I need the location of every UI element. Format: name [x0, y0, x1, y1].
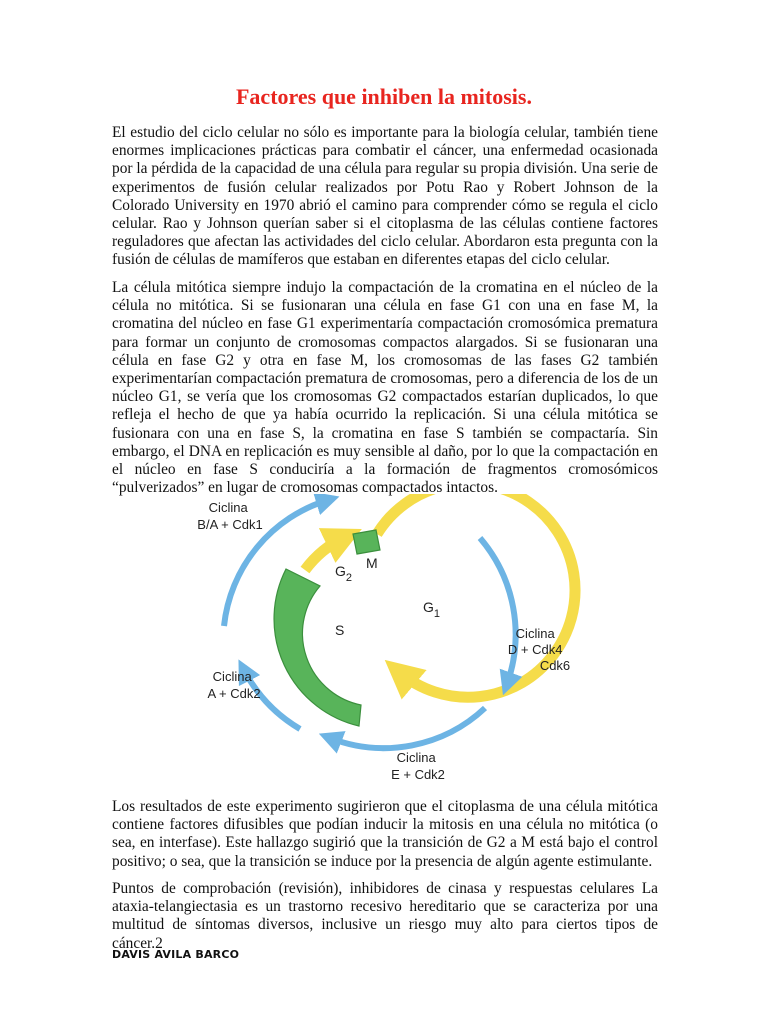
phase-label-s: S [335, 622, 345, 638]
cyclin-ba-label: Ciclina B/A + Cdk1 [197, 500, 263, 532]
paragraph-intro: El estudio del ciclo celular no sólo es importante para la biología celular, también tiene enormes implicaciones prácticas para combatir el cáncer, una enfermedad ocasionada por la pérdida de la capacidad de una célula para regular su propia división. Una serie de experimentos de fusión celular realizados por Potu Rao y Robert Johnson de la Colorado University en 1970 abrió el camino para comprender cómo se regula el ciclo celular. Rao y Johnson querían saber si el citoplasma de las células contiene factores reguladores que afectan las actividades del ciclo celular. Abordaron esta pregunta con la fusión de células de mamíferos que estaban en diferentes etapas del ciclo celular. [112, 124, 658, 269]
cyclin-e-label: Ciclina E + Cdk2 [391, 750, 445, 782]
phase-label-g2: $G_2$ [335, 563, 353, 584]
m-phase-block [353, 530, 380, 554]
arrow-cyclin-d [480, 538, 516, 684]
paragraph-checkpoints: Puntos de comprobación (revisión), inhibidores de cinasa y respuestas celulares La ataxia-telangiectasia es un trastorno recesivo hereditario que se caracteriza por una multitud de síntomas diversos, inclusive un riesgo muy alto para ciertos tipos de cáncer.2 [112, 880, 658, 952]
phase-label-m: M [366, 555, 378, 571]
document-title: Factores que inhiben la mitosis. [235, 84, 532, 109]
footer-author: DAVIS AVILA BARCO [112, 948, 240, 961]
cyclin-d-label: Ciclina D + Cdk4 Cdk6 [507, 626, 571, 673]
paragraph-fusion-results: La célula mitótica siempre indujo la compactación de la cromatina en el núcleo de la célula no mitótica. Si se fusionaran una célula en fase G1 con una en fase M, la cromatina del núcleo en fase G1 experimentaría compactación cromosómica prematura para formar un conjunto de cromosomas compactos alargados. Si se fusionaran una célula en fase G2 y otra en fase M, los cromosomas de las fases G2 también experimentarían compactación prematura de cromosomas, pero a diferencia de los de un núcleo G1, se vería que los cromosomas G2 compactados estarían duplicados, lo que refleja el hecho de que ya había ocurrido la replicación. Si una célula mitótica se fusionara con una en fase S, la cromatina en fase S también se compactaría. Sin embargo, el DNA en replicación es muy sensible al daño, por lo que la compactación en el núcleo en fase S conduciría a la formación de fragmentos cromosómicos “pulverizados” en lugar de cromosomas compactados intactos. [112, 279, 658, 497]
cyclin-a-label: Ciclina A + Cdk2 [207, 669, 261, 701]
s-phase-block [274, 569, 361, 726]
phase-label-g1: $G_1$ [423, 599, 441, 620]
cell-cycle-diagram [180, 494, 600, 790]
paragraph-conclusions: Los resultados de este experimento sugirieron que el citoplasma de una célula mitótica contiene factores difusibles que podían inducir la mitosis en una célula no mitótica (o sea, en interfase). Este hallazgo sugirió que la transición de G2 a M está bajo el control positivo; o sea, que la transición se induce por la presencia de algún agente estimulante. [112, 798, 658, 870]
